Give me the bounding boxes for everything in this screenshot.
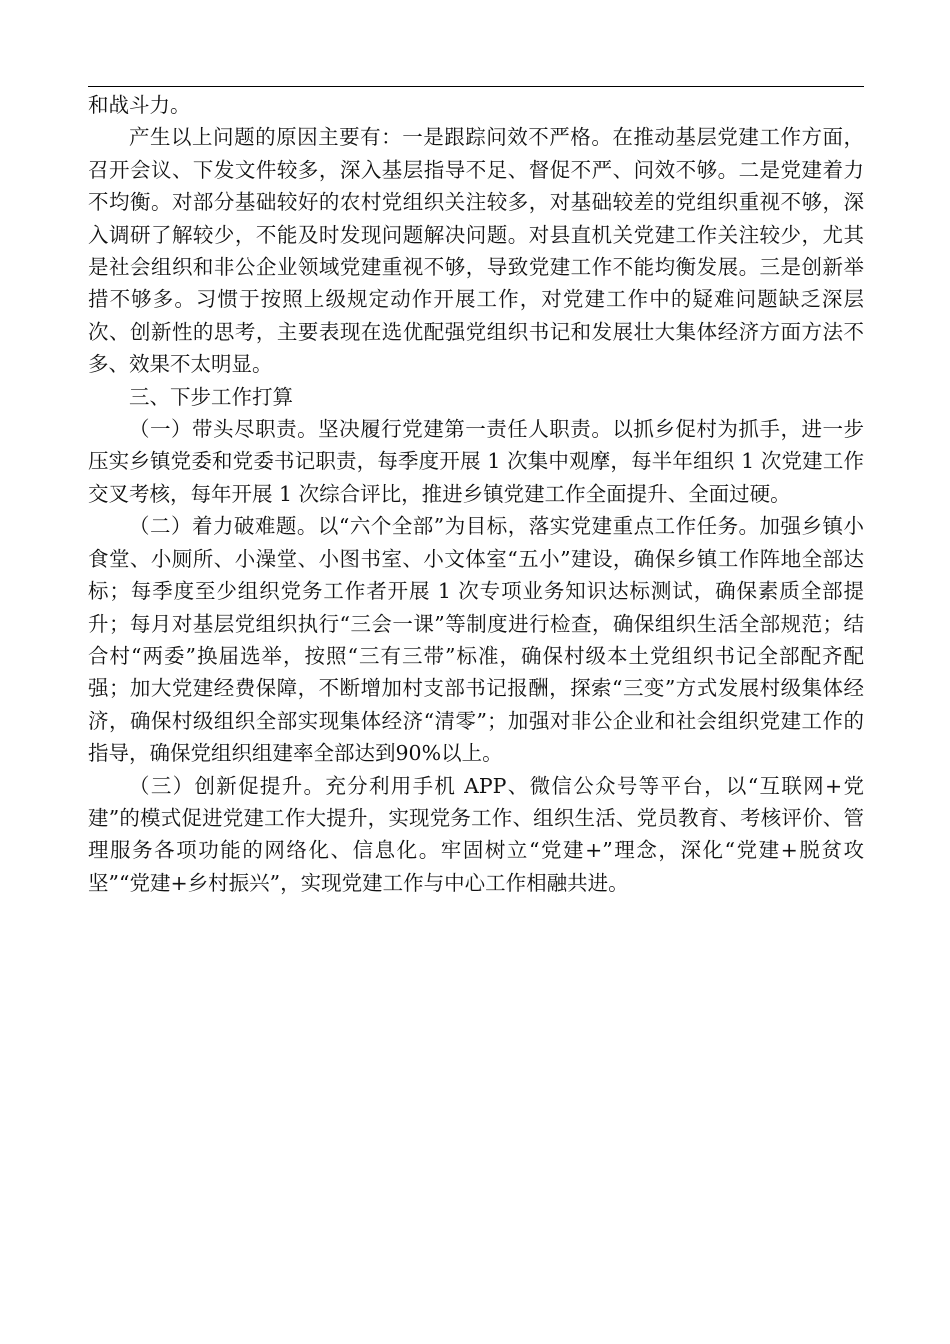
header-rule [88,86,864,87]
document-page [88,86,864,899]
paragraph-item-one: （一）带头尽职责。坚决履行党建第一责任人职责。以抓乡促村为抓手，进一步压实乡镇党委和党委书记职责，每季度开展 1 次集中观摩，每半年组织 1 次党建工作交叉考核，每年开展 1 次综合评比，推进乡镇党建工作全面提升、全面过硬。 [88,417,864,506]
paragraph-item-three: （三）创新促提升。充分利用手机 APP、微信公众号等平台，以“互联网+党建”的模式促进党建工作大提升，实现党务工作、组织生活、党员教育、考核评价、管理服务各项功能的网络化、信息化。牢固树立“党建+”理念，深化“党建+脱贫攻坚”“党建+乡村振兴”，实现党建工作与中心工作相融共进。 [88,773,864,895]
paragraph-item-two: （二）着力破难题。以“六个全部”为目标，落实党建重点工作任务。加强乡镇小食堂、小厕所、小澡堂、小图书室、小文体室“五小”建设，确保乡镇工作阵地全部达标；每季度至少组织党务工作者开展 1 次专项业务知识达标测试，确保素质全部提升；每月对基层党组织执行“三会一课”等制度进行检查，确保组织生活全部规范；结合村“两委”换届选举，按照“三有三带”标准，确保村级本土党组织书记全部配齐配强；加大党建经费保障，不断增加村支部书记报酬，探索“三变”方式发展村级集体经济，确保村级组织全部实现集体经济“清零”；加强对非公企业和社会组织党建工作的指导，确保党组织组建率全部达到90%以上。 [88,514,864,766]
paragraph-causes: 产生以上问题的原因主要有：一是跟踪问效不严格。在推动基层党建工作方面，召开会议、下发文件较多，深入基层指导不足、督促不严、问效不够。二是党建着力不均衡。对部分基础较好的农村党组织关注较多，对基础较差的党组织重视不够，深入调研了解较少，不能及时发现问题解决问题。对县直机关党建工作关注较少，尤其是社会组织和非公企业领域党建重视不够，导致党建工作不能均衡发展。三是创新举措不够多。习惯于按照上级规定动作开展工作，对党建工作中的疑难问题缺乏深层次、创新性的思考，主要表现在选优配强党组织书记和发展壮大集体经济方面方法不多、效果不太明显。 [88,125,864,377]
section-heading-next-steps: 三、下步工作打算 [129,384,293,409]
paragraph-continuation: 和战斗力。 [88,93,191,117]
